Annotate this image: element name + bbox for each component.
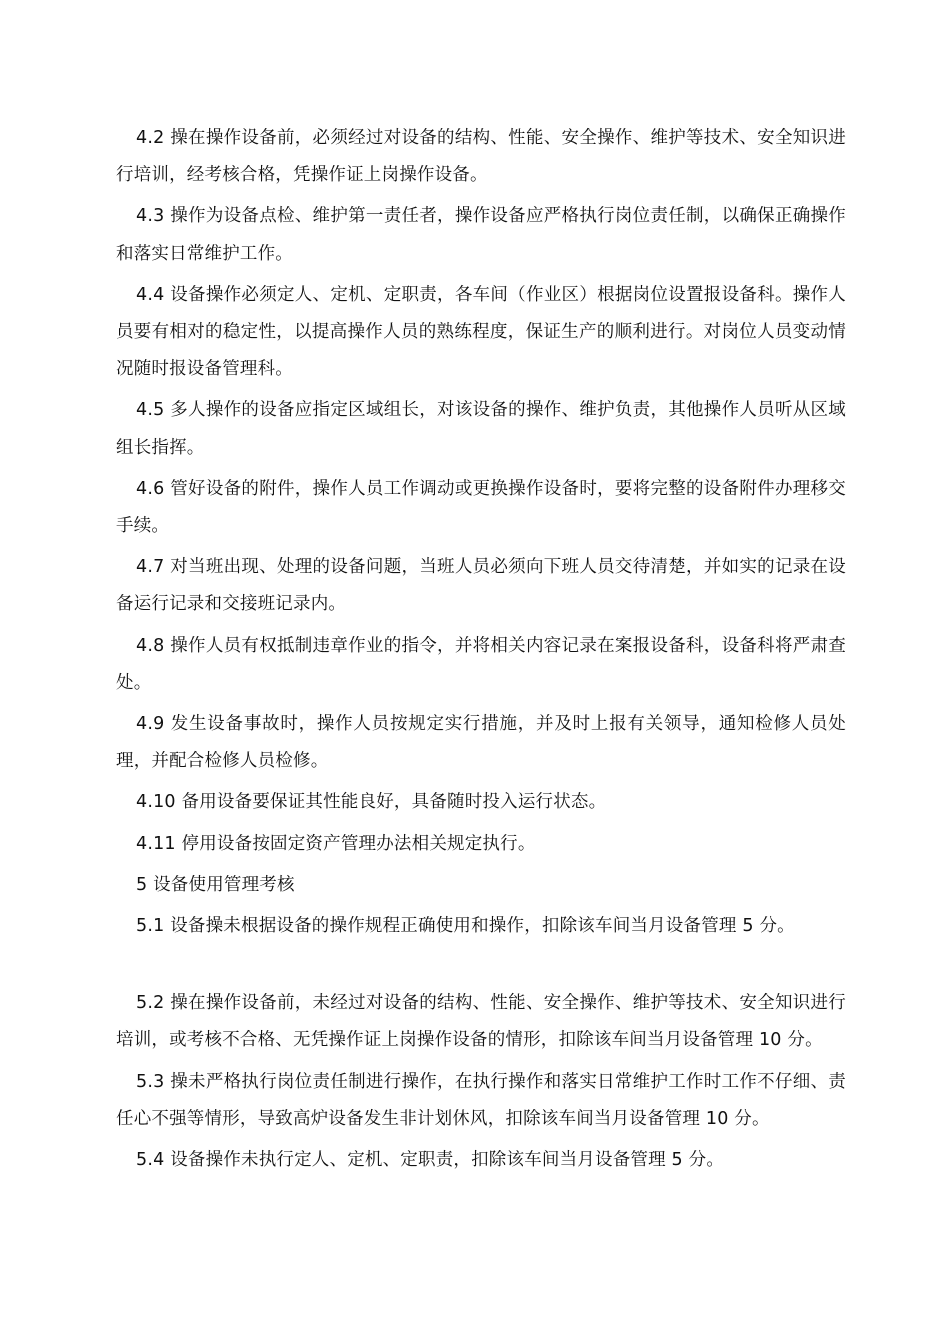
clause-4-4: 4.4 设备操作必须定人、定机、定职责，各车间（作业区）根据岗位设置报设备科。操作人员要有相对的稳定性，以提高操作人员的熟练程度，保证生产的顺利进行。对岗位人员变动情况随时报设备管理科。: [116, 284, 846, 380]
document-body: [116, 120, 846, 1183]
clause-5-4: 5.4 设备操作未执行定人、定机、定职责，扣除该车间当月设备管理 5 分。: [136, 1150, 725, 1171]
clause-4-6: 4.6 管好设备的附件，操作人员工作调动或更换操作设备时，要将完整的设备附件办理移交手续。: [116, 478, 846, 537]
clause-5-3: 5.3 操未严格执行岗位责任制进行操作，在执行操作和落实日常维护工作时工作不仔细、责任心不强等情形，导致高炉设备发生非计划休风，扣除该车间当月设备管理 10 分。: [116, 1071, 846, 1129]
clause-4-8: 4.8 操作人员有权抵制违章作业的指令，并将相关内容记录在案报设备科，设备科将严肃查处。: [116, 635, 846, 693]
clause-4-7: 4.7 对当班出现、处理的设备问题，当班人员必须向下班人员交待清楚，并如实的记录在设备运行记录和交接班记录内。: [116, 557, 846, 615]
section-5-heading: 5 设备使用管理考核: [136, 874, 295, 895]
clause-4-5: 4.5 多人操作的设备应指定区域组长，对该设备的操作、维护负责，其他操作人员听从区域组长指挥。: [116, 400, 846, 458]
clause-4-9: 4.9 发生设备事故时，操作人员按规定实行措施，并及时上报有关领导，通知检修人员处理，并配合检修人员检修。: [116, 714, 846, 772]
clause-4-3: 4.3 操作为设备点检、维护第一责任者，操作设备应严格执行岗位责任制，以确保正确操作和落实日常维护工作。: [116, 206, 846, 264]
clause-5-2: 5.2 操在操作设备前，未经过对设备的结构、性能、安全操作、维护等技术、安全知识进行培训，或考核不合格、无凭操作证上岗操作设备的情形，扣除该车间当月设备管理 10 分。: [116, 993, 846, 1051]
clause-5-1: 5.1 设备操未根据设备的操作规程正确使用和操作，扣除该车间当月设备管理 5 分。: [136, 916, 795, 937]
clause-4-10: 4.10 备用设备要保证其性能良好，具备随时投入运行状态。: [136, 792, 607, 813]
clause-4-11: 4.11 停用设备按固定资产管理办法相关规定执行。: [136, 833, 536, 854]
clause-4-2: 4.2 操在操作设备前，必须经过对设备的结构、性能、安全操作、维护等技术、安全知识进行培训，经考核合格，凭操作证上岗操作设备。: [116, 128, 846, 186]
